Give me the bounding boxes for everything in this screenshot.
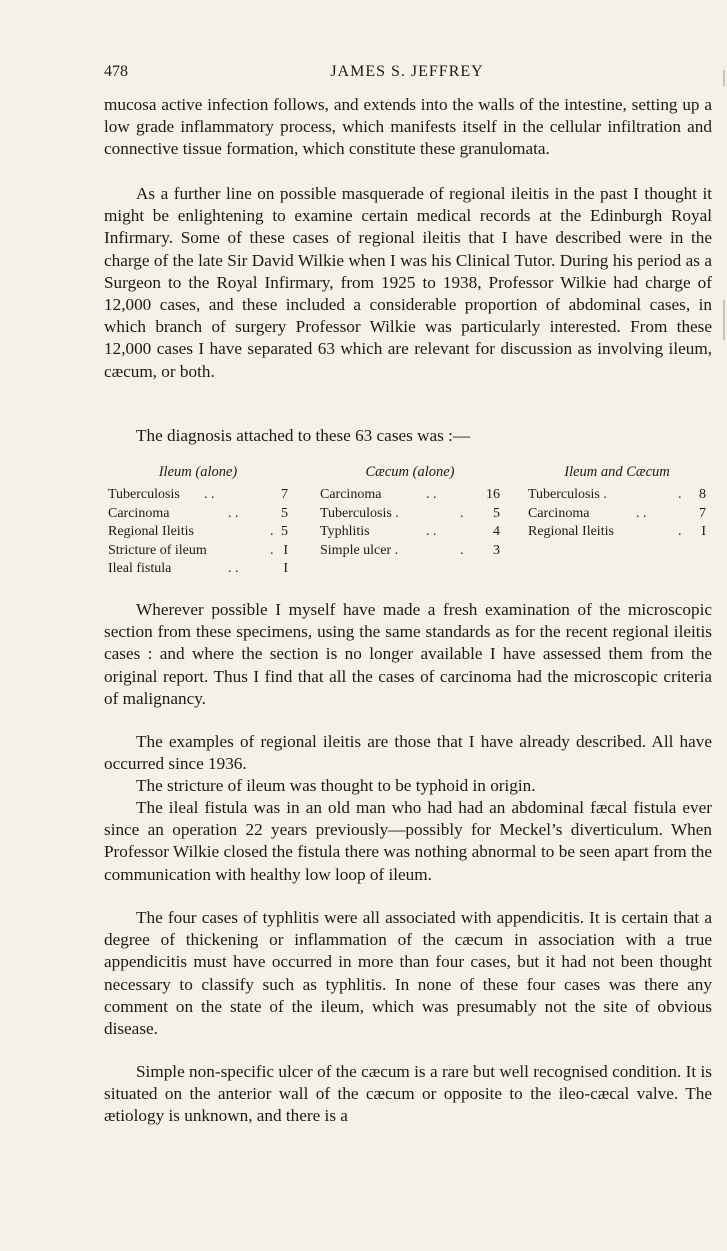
- table-column-ileum: [108, 464, 288, 579]
- running-head: JAMES S. JEFFREY: [330, 63, 484, 80]
- page-edge-mark: [723, 70, 725, 86]
- paragraph-3: The diagnosis attached to these 63 cases was :—: [136, 426, 471, 445]
- paragraph-1: mucosa active infection follows, and extends into the walls of the intestine, setting up a low grade inflammatory process, which manifests itself in the cellular infiltration and connective tissue formation, which constitute these granulomata.: [104, 95, 712, 159]
- page-edge-mark: [723, 300, 725, 340]
- table-row: Regional Ileitis . I: [528, 524, 706, 539]
- table-row: Typhlitis . . 4: [320, 524, 500, 539]
- table-row: Ileal fistula . . I: [108, 561, 288, 576]
- table-row: Carcinoma . . 16: [320, 487, 500, 502]
- table-row: Carcinoma . . 5: [108, 505, 288, 521]
- paragraph-5: The examples of regional ileitis are those that I have already described. All have occurred since 1936.: [104, 732, 712, 774]
- paragraph-7: The ileal fistula was in an old man who had had an abdominal fæcal fistula ever since an operation 22 years previously—possibly for Meckel’s diverticulum. When Professor Wilkie closed the fistula there was nothing abnormal to be seen apart from the communication with healthy low loop of ileum.: [104, 798, 712, 884]
- paragraph-9: Simple non-specific ulcer of the cæcum is a rare but well recognised condition. It is situated on the anterior wall of the cæcum or opposite to the ileo-cæcal valve. The ætiology is unknown, and there is a: [104, 1062, 712, 1126]
- table-row: Simple ulcer . . 3: [320, 542, 500, 558]
- table-row: Tuberculosis . . 5: [320, 505, 500, 521]
- table-row: Stricture of ileum . I: [108, 542, 288, 558]
- column-heading: Cæcum (alone): [365, 464, 455, 480]
- page-number: 478: [104, 63, 128, 80]
- column-heading: Ileum and Cæcum: [564, 464, 670, 480]
- paragraph-8: The four cases of typhlitis were all associated with appendicitis. It is certain that a degree of thickening or inflammation of the cæcum in association with a true appendicitis must have occurred in more than four cases, but it had not been thought necessary to classify such as typhlitis. In none of these four cases was there any comment on the state of the ileum, which was presumably not the site of obvious disease.: [104, 908, 712, 1039]
- table-row: Carcinoma . . 7: [528, 505, 706, 521]
- paragraph-4: Wherever possible I myself have made a fresh examination of the microscopic section from these specimens, using the same standards as for the recent regional ileitis cases : and where the section is no longer available I have assessed them from the original report. Thus I find that all the cases of carcinoma had the microscopic criteria of malignancy.: [104, 600, 712, 708]
- table-row: Tuberculosis . . 7: [108, 487, 288, 502]
- table-column-caecum: [320, 464, 500, 560]
- table-row: Tuberculosis . . 8: [528, 487, 706, 502]
- paragraph-6: The stricture of ileum was thought to be typhoid in origin.: [136, 776, 536, 795]
- paragraph-2: As a further line on possible masquerade of regional ileitis in the past I thought it might be enlightening to examine certain medical records at the Edinburgh Royal Infirmary. Some of these cases of regional ileitis that I have described were in the charge of the late Sir David Wilkie when I was his Clinical Tutor. During his period as a Surgeon to the Royal Infirmary, from 1925 to 1938, Professor Wilkie had charge of 12,000 cases, and these included a considerable proportion of abdominal cases, in which branch of surgery Professor Wilkie was particularly interested. From these 12,000 cases I have separated 63 which are relevant for discussion as involving ileum, cæcum, or both.: [104, 184, 712, 381]
- column-heading: Ileum (alone): [158, 464, 238, 480]
- diagnosis-table: [108, 464, 710, 582]
- page-header: [104, 63, 710, 85]
- table-row: Regional Ileitis . 5: [108, 524, 288, 539]
- table-column-ileum-and-caecum: [528, 464, 706, 542]
